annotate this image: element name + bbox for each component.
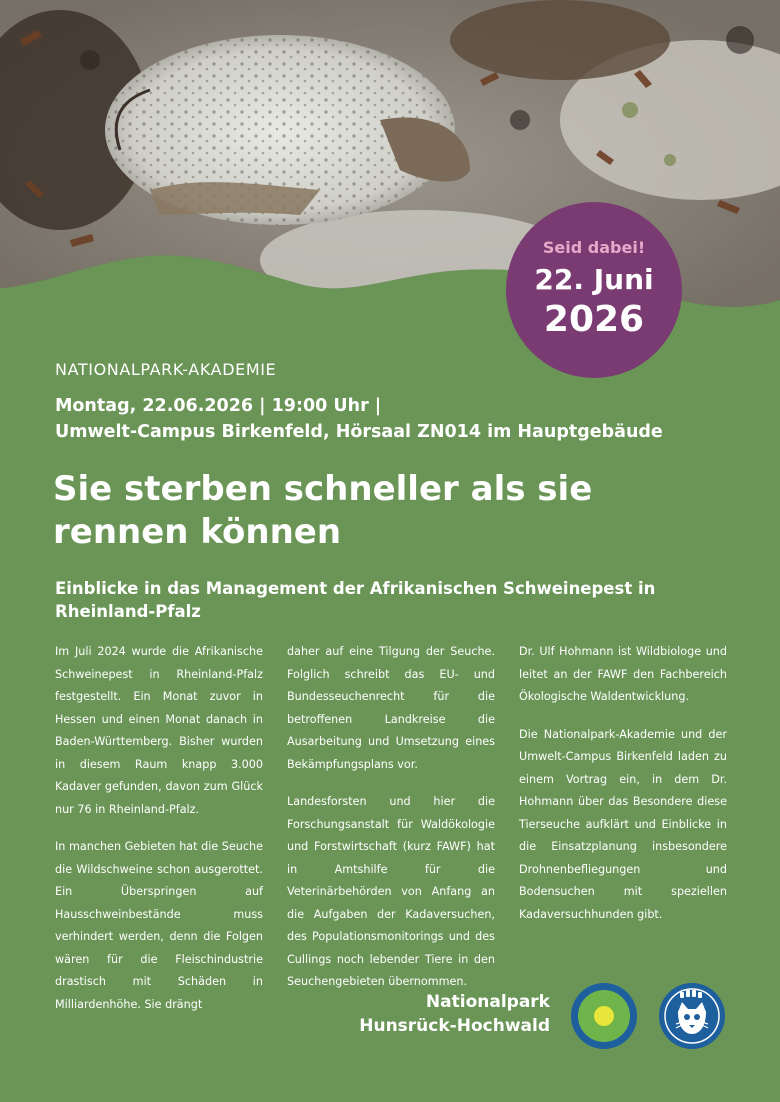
wildcat-logo-icon — [658, 982, 726, 1050]
event-date-badge — [506, 202, 682, 378]
paragraph: Im Juli 2024 wurde die Afrikanische Schweinepest in Rheinland-Pfalz festgestellt. Ein Monat zuvor in Hessen und einen Monat danach in Baden-Württemberg. Bisher wurden in diesem Raum knapp 3.000 Kadaver gefunden, davon zum Glück nur 76 in Rheinland-Pfalz. — [55, 645, 263, 816]
event-series: NATIONALPARK-AKADEMIE — [55, 360, 277, 379]
headline: Sie sterben schneller als sie rennen können — [53, 469, 593, 552]
nationalpark-logo-icon — [570, 982, 638, 1050]
paragraph: Dr. Ulf Hohmann ist Wildbiologe und leitet an der FAWF den Fachbereich Ökologische Waldentwicklung. — [519, 645, 727, 703]
badge-kicker: Seid dabei! — [542, 238, 646, 257]
text-column-2 — [287, 641, 495, 1009]
badge-year: 2026 — [543, 299, 645, 340]
badge-date: 22. Juni — [534, 263, 654, 296]
event-location: Umwelt-Campus Birkenfeld, Hörsaal ZN014 im Hauptgebäude — [55, 422, 663, 442]
event-date-time: Montag, 22.06.2026 | 19:00 Uhr | — [55, 396, 382, 416]
paragraph: In manchen Gebieten hat die Seuche die Wildschweine schon ausgerottet. Ein Überspringen auf Hausschweinbestände muss verhindert werden, denn die Folgen wären für die Fleischindustrie drastisch mit Schäden in Milliardenhöhe. Sie drängt — [55, 840, 263, 1011]
text-column-3 — [519, 641, 727, 941]
org-line-1: Nationalpark — [425, 992, 550, 1012]
paragraph: Landesforsten und hier die Forschungsanstalt für Waldökologie und Forstwirtschaft (kurz FAWF) hat in Amtshilfe für die Veterinärbehörden von Anfang an die Aufgaben der Kadaversuchen, des Populationsmonitorings und des Cullings noch lebender Tiere in den Seuchengebieten übernommen. — [287, 795, 495, 988]
paragraph: daher auf eine Tilgung der Seuche. Folglich schreibt das EU- und Bundesseuchenrecht für die betroffenen Landkreise die Ausarbeitung und Umsetzung eines Bekämpfungsplans vor. — [287, 645, 495, 771]
organisation-name — [359, 990, 550, 1038]
event-details — [55, 393, 663, 445]
text-column-1 — [55, 641, 263, 1031]
subheadline: Einblicke in das Management der Afrikanischen Schweinepest in Rheinland-Pfalz — [55, 579, 656, 621]
org-line-2: Hunsrück-Hochwald — [359, 1016, 550, 1036]
paragraph: Die Nationalpark-Akademie und der Umwelt-Campus Birkenfeld laden zu einem Vortrag ein, in dem Dr. Hohmann über das Besondere diese Tierseuche aufklärt und Einblicke in die Einsatzplanung insbesondere Drohnenbefliegungen und Bodensuchen mit speziellen Kadaversuchhunden gibt. — [519, 727, 727, 921]
